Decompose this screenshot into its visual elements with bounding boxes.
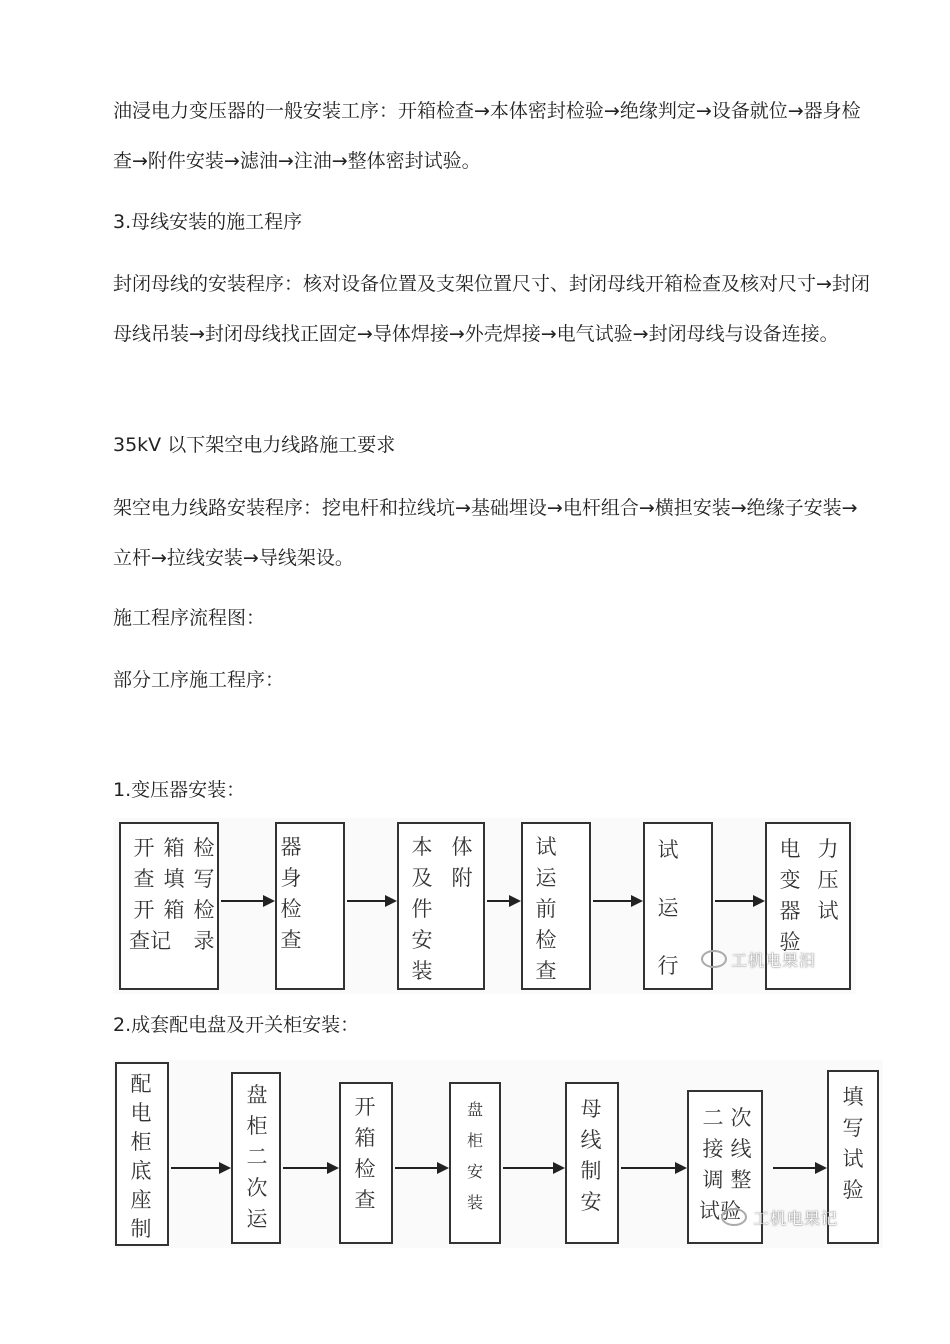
flow-box-base-fabrication xyxy=(115,1062,169,1246)
flow-text: 制 xyxy=(580,1159,602,1183)
flow-text: 检 xyxy=(193,836,215,860)
flow-arrow xyxy=(715,900,763,902)
flow-text: 线 xyxy=(580,1128,602,1152)
flow-text: 运 xyxy=(535,866,557,890)
flow-box-core-inspect xyxy=(275,822,345,990)
wechat-icon xyxy=(701,950,727,968)
flow-box-trial-run xyxy=(643,822,713,990)
flow-text: 装 xyxy=(466,1193,483,1212)
flow-text: 变 xyxy=(779,868,801,892)
flow-text: 查 xyxy=(535,959,557,983)
flow-text: 柜 xyxy=(466,1131,483,1150)
flow-text: 试 xyxy=(657,838,679,862)
flow-text: 次 xyxy=(246,1176,268,1200)
flow-arrow xyxy=(283,1167,337,1169)
flow-arrow xyxy=(395,1167,447,1169)
flow-text: 调 xyxy=(702,1168,724,1192)
flow-text: 查 xyxy=(354,1188,376,1212)
paragraph-overhead-procedure: 架空电力线路安装程序：挖电杆和拉线坑→基础埋设→电杆组合→横担安装→绝缘子安装→立杆→拉线安装→导线架设。 xyxy=(113,497,858,569)
flow-text: 二 xyxy=(246,1145,268,1169)
flow-arrow xyxy=(171,1167,229,1169)
label-flowchart: 施工程序流程图： xyxy=(113,607,266,629)
flow-text: 座 xyxy=(130,1188,152,1212)
flow-box-secondary-transport xyxy=(231,1072,281,1244)
flow-text: 写 xyxy=(842,1116,864,1140)
flow-text: 检 xyxy=(193,898,215,922)
flow-text: 试验 xyxy=(699,1199,741,1223)
flow-text: 安 xyxy=(411,928,433,952)
flow-arrow xyxy=(621,1167,685,1169)
flow-text: 录 xyxy=(193,929,215,953)
paragraph-busbar-procedure: 封闭母线的安装程序：核对设备位置及支架位置尺寸、封闭母线开箱检查及核对尺寸→封闭母线吊装→封闭母线找正固定→导体焊接→外壳焊接→电气试验→封闭母线与设备连接。 xyxy=(113,273,870,345)
flow-text: 箱 xyxy=(163,898,185,922)
flow-text: 试 xyxy=(842,1147,864,1171)
flow-arrow xyxy=(503,1167,563,1169)
flow-arrow xyxy=(221,900,273,902)
flow-text: 箱 xyxy=(163,836,185,860)
flow-text: 本 xyxy=(411,835,433,859)
flow-text: 体 xyxy=(451,835,473,859)
flow-box-busbar-fabrication xyxy=(565,1082,619,1244)
flow-text: 器 xyxy=(779,899,801,923)
heading-switchgear-install: 2.成套配电盘及开关柜安装： xyxy=(113,1014,360,1036)
flow-text: 安 xyxy=(466,1162,483,1181)
flow-text: 箱 xyxy=(354,1126,376,1150)
flow-text: 力 xyxy=(817,837,839,861)
flow-text: 装 xyxy=(411,959,433,983)
flow-arrow xyxy=(487,900,519,902)
flow-text: 身 xyxy=(280,866,302,890)
flow-text: 器 xyxy=(280,835,302,859)
flow-text: 制 xyxy=(130,1217,152,1241)
flow-text: 盘 xyxy=(246,1083,268,1107)
flow-text: 行 xyxy=(657,954,679,978)
flow-text: 柜 xyxy=(130,1130,152,1154)
flow-text: 运 xyxy=(657,896,679,920)
flow-text: 母 xyxy=(580,1097,602,1121)
flow-text: 电 xyxy=(130,1101,152,1125)
flow-text: 及 xyxy=(411,866,433,890)
flow-arrow xyxy=(773,1167,825,1169)
label-partial-procedure: 部分工序施工程序： xyxy=(113,669,285,691)
flow-text: 底 xyxy=(130,1159,152,1183)
flow-text: 开 xyxy=(133,898,155,922)
flow-box-pre-trial-inspect xyxy=(521,822,591,990)
flow-text: 运 xyxy=(246,1207,268,1231)
flow-text: 接 xyxy=(702,1137,724,1161)
flow-text: 前 xyxy=(535,897,557,921)
flow-text: 安 xyxy=(580,1190,602,1214)
flow-text: 压 xyxy=(817,868,839,892)
flow-text: 检 xyxy=(535,928,557,952)
flow-box-cabinet-install xyxy=(449,1082,501,1244)
watermark: 工机电果汨 xyxy=(731,951,817,970)
flow-arrow xyxy=(593,900,641,902)
flow-text xyxy=(159,925,189,956)
flow-text: 检 xyxy=(280,897,302,921)
wechat-icon xyxy=(721,1208,747,1226)
heading-busbar: 3.母线安装的施工程序 xyxy=(113,211,303,233)
flow-text: 试 xyxy=(817,899,839,923)
flow-text: 查 xyxy=(280,928,302,952)
flow-box-unpack-inspect xyxy=(119,822,219,990)
flow-box-unpack-inspect xyxy=(339,1082,393,1244)
flow-text: 验 xyxy=(779,930,801,954)
flow-text: 写 xyxy=(193,867,215,891)
flow-text: 柜 xyxy=(246,1114,268,1138)
flow-text: 开 xyxy=(354,1095,376,1119)
flowchart-transformer xyxy=(113,818,856,994)
watermark: 工机电果记 xyxy=(753,1209,839,1228)
flow-text: 试 xyxy=(535,835,557,859)
flow-text: 验 xyxy=(842,1178,864,1202)
flow-box-accessory-install xyxy=(397,822,485,990)
heading-overhead-line: 35kV 以下架空电力线路施工要求 xyxy=(113,434,396,456)
flow-text: 整 xyxy=(730,1168,752,1192)
heading-transformer-install: 1.变压器安装： xyxy=(113,779,246,801)
flow-text: 件 xyxy=(411,897,433,921)
flow-text: 盘 xyxy=(466,1100,483,1119)
flow-text: 查记 xyxy=(129,929,171,953)
flow-text: 填 xyxy=(163,867,185,891)
flowchart-switchgear xyxy=(113,1060,883,1248)
flow-text: 二 xyxy=(702,1106,724,1130)
flow-text: 开 xyxy=(133,836,155,860)
flow-text: 配 xyxy=(130,1072,152,1096)
flow-text: 附 xyxy=(451,866,473,890)
flow-text: 填 xyxy=(842,1085,864,1109)
flow-arrow xyxy=(347,900,395,902)
flow-text: 电 xyxy=(779,837,801,861)
flow-text: 查 xyxy=(133,867,155,891)
flow-text: 次 xyxy=(730,1106,752,1130)
flow-text: 线 xyxy=(730,1137,752,1161)
flow-text: 检 xyxy=(354,1157,376,1181)
paragraph-transformer-procedure: 油浸电力变压器的一般安装工序：开箱检查→本体密封检验→绝缘判定→设备就位→器身检查→附件安装→滤油→注油→整体密封试验。 xyxy=(113,100,861,172)
